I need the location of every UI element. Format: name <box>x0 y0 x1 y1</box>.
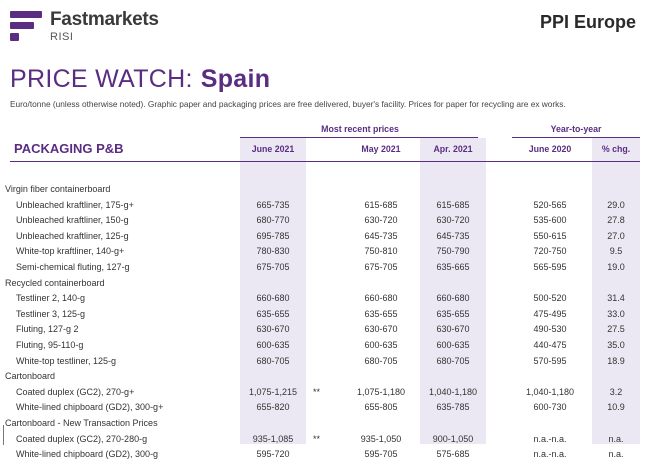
cell-apr-2021: 635-655 <box>436 308 470 319</box>
section-title: PACKAGING P&B <box>14 141 124 156</box>
cell-may-2021: 635-655 <box>364 308 398 319</box>
cell-june-2020: 550-615 <box>533 230 567 241</box>
grade-label: Fluting, 95-110-g <box>16 340 84 350</box>
header-divider <box>10 161 640 162</box>
group-header-year-to-year: Year-to-year <box>550 124 602 134</box>
cell-pct-chg: 27.5 <box>607 324 625 335</box>
cell-june-2021: 630-670 <box>256 324 290 335</box>
cell-june-2021: 675-705 <box>256 262 290 272</box>
grade-label: Unbleached kraftliner, 125-g <box>16 230 129 241</box>
cell-apr-2021: 630-670 <box>436 324 470 335</box>
cell-may-2021: 615-685 <box>364 199 398 210</box>
cell-pct-chg: 27.0 <box>607 230 625 241</box>
table-row <box>0 354 650 369</box>
report-name: PPI Europe <box>539 12 636 32</box>
cell-pct-chg: 3.2 <box>609 386 623 397</box>
cell-may-2021: 675-705 <box>364 262 398 272</box>
table-row <box>0 213 650 228</box>
cell-june-2020: 520-565 <box>533 199 567 210</box>
cell-apr-2021: 575-685 <box>436 449 470 460</box>
cell-may-2021: 750-810 <box>364 246 398 257</box>
category-row <box>0 182 650 197</box>
cell-june-2021: 1,075-1,215 <box>248 386 298 397</box>
group-header-most-recent: Most recent prices <box>321 124 399 134</box>
column-header-apr-2021: Apr. 2021 <box>433 144 473 154</box>
cell-apr-2021: 630-720 <box>436 215 470 226</box>
cell-apr-2021: 645-735 <box>436 230 470 241</box>
cell-june-2021: 935-1,085 <box>252 433 294 444</box>
table-row <box>0 198 650 213</box>
cell-may-2021: 655-805 <box>364 402 398 413</box>
grade-label: Coated duplex (GC2), 270-280-g <box>16 433 148 444</box>
cell-june-2021: 680-770 <box>256 215 290 226</box>
cell-june-2020: n.a.-n.a. <box>533 433 567 444</box>
fastmarkets-logo <box>10 9 175 43</box>
table-row <box>0 229 650 244</box>
cell-june-2021: 680-705 <box>256 355 290 366</box>
page-title <box>10 65 270 94</box>
cell-june-2020: 535-600 <box>533 215 567 226</box>
category-row <box>0 416 650 431</box>
cell-may-2021: 660-680 <box>364 293 398 304</box>
category-row <box>0 276 650 291</box>
category-label: Recycled containerboard <box>5 277 105 288</box>
table-row <box>0 291 650 306</box>
cell-apr-2021: 680-705 <box>436 355 470 366</box>
cell-may-2021: 935-1,050 <box>360 433 402 444</box>
cell-apr-2021: 660-680 <box>436 293 470 304</box>
table-row <box>0 322 650 337</box>
cell-may-2021: 600-635 <box>364 340 398 350</box>
grade-label: Testliner 3, 125-g <box>16 308 86 319</box>
cell-june-2021: 660-680 <box>256 293 290 304</box>
grade-label: White-lined chipboard (GD2), 300-g <box>16 449 159 460</box>
cell-pct-chg: 9.5 <box>609 246 623 257</box>
grade-label: Unbleached kraftliner, 150-g <box>16 215 129 226</box>
cell-may-2021: 1,075-1,180 <box>356 386 406 397</box>
column-header-june-2021: June 2021 <box>251 144 295 154</box>
cell-june-2020: n.a.-n.a. <box>533 449 567 460</box>
cell-may-2021: 645-735 <box>364 230 398 241</box>
group-underline-year-to-year <box>512 137 640 138</box>
category-label: Cartonboard <box>5 371 56 382</box>
cell-june-2021: 635-655 <box>256 308 290 319</box>
cell-apr-2021: 1,040-1,180 <box>428 386 478 397</box>
table-row <box>0 432 650 447</box>
cell-apr-2021: 635-785 <box>436 402 470 413</box>
cell-mark: ** <box>313 386 321 397</box>
table-row <box>0 260 650 275</box>
table-row <box>0 447 650 462</box>
cell-june-2020: 500-520 <box>533 293 567 304</box>
grade-label: Testliner 2, 140-g <box>16 293 86 304</box>
cell-apr-2021: 615-685 <box>436 199 470 210</box>
brand-name: Fastmarkets <box>50 9 159 30</box>
table-row <box>0 244 650 259</box>
title-country: Spain <box>200 65 271 93</box>
cell-june-2020: 570-595 <box>533 355 567 366</box>
cell-pct-chg: 33.0 <box>607 308 625 319</box>
logo-mark-icon <box>10 11 42 41</box>
cell-june-2020: 440-475 <box>533 340 567 350</box>
cell-pct-chg: 19.0 <box>607 262 625 272</box>
table-row <box>0 385 650 400</box>
column-header-june-2020: June 2020 <box>528 144 572 154</box>
grade-label: White-top testliner, 125-g <box>16 355 117 366</box>
cell-june-2020: 720-750 <box>533 246 567 257</box>
cell-june-2021: 600-635 <box>256 340 290 350</box>
title-prefix: PRICE WATCH: <box>10 65 193 93</box>
group-underline-most-recent <box>240 137 478 138</box>
cell-pct-chg: 29.0 <box>607 199 625 210</box>
cell-apr-2021: 900-1,050 <box>432 433 474 444</box>
cell-may-2021: 630-720 <box>364 215 398 226</box>
cell-pct-chg: n.a. <box>608 449 624 460</box>
cell-june-2021: 655-820 <box>256 402 290 413</box>
cell-pct-chg: n.a. <box>608 433 624 444</box>
cell-june-2020: 600-730 <box>533 402 567 413</box>
grade-label: Fluting, 127-g 2 <box>16 324 79 335</box>
grade-label: Semi-chemical fluting, 127-g <box>16 262 130 272</box>
cell-apr-2021: 750-790 <box>436 246 470 257</box>
cell-pct-chg: 27.8 <box>607 215 625 226</box>
cell-may-2021: 680-705 <box>364 355 398 366</box>
category-row <box>0 369 650 384</box>
cell-apr-2021: 635-665 <box>436 262 470 272</box>
grade-label: White-lined chipboard (GD2), 300-g+ <box>16 402 164 413</box>
cell-apr-2021: 600-635 <box>436 340 470 350</box>
price-note: Euro/tonne (unless otherwise noted). Graphic paper and packaging prices are free delivered, buyer's facility. Prices for paper for recycling are ex works. <box>10 99 566 109</box>
column-header-may-2021: May 2021 <box>361 144 401 154</box>
table-row <box>0 338 650 353</box>
cell-june-2021: 695-785 <box>256 230 290 241</box>
cell-june-2021: 780-830 <box>256 246 290 257</box>
table-row <box>0 400 650 415</box>
cell-june-2020: 475-495 <box>533 308 567 319</box>
category-label: Cartonboard - New Transaction Prices <box>5 418 158 428</box>
cell-may-2021: 630-670 <box>364 324 398 335</box>
cell-june-2021: 665-735 <box>256 199 290 210</box>
brand-subtitle: RISI <box>50 31 74 43</box>
grade-label: White-top kraftliner, 140-g+ <box>16 246 125 257</box>
cell-mark: ** <box>313 433 321 444</box>
cell-pct-chg: 31.4 <box>607 293 625 304</box>
column-header-pct-chg: % chg. <box>601 144 631 154</box>
cell-may-2021: 595-705 <box>364 449 398 460</box>
cell-june-2020: 490-530 <box>533 324 567 335</box>
cell-pct-chg: 18.9 <box>607 355 625 366</box>
scan-edge-line <box>3 425 4 445</box>
cell-pct-chg: 35.0 <box>607 340 625 350</box>
cell-june-2020: 1,040-1,180 <box>525 386 575 397</box>
table-row <box>0 307 650 322</box>
cell-june-2020: 565-595 <box>533 262 567 272</box>
grade-label: Coated duplex (GC2), 270-g+ <box>16 386 135 397</box>
cell-pct-chg: 10.9 <box>607 402 625 413</box>
cell-june-2021: 595-720 <box>256 449 290 460</box>
category-label: Virgin fiber containerboard <box>5 184 111 194</box>
grade-label: Unbleached kraftliner, 175-g+ <box>16 199 134 210</box>
